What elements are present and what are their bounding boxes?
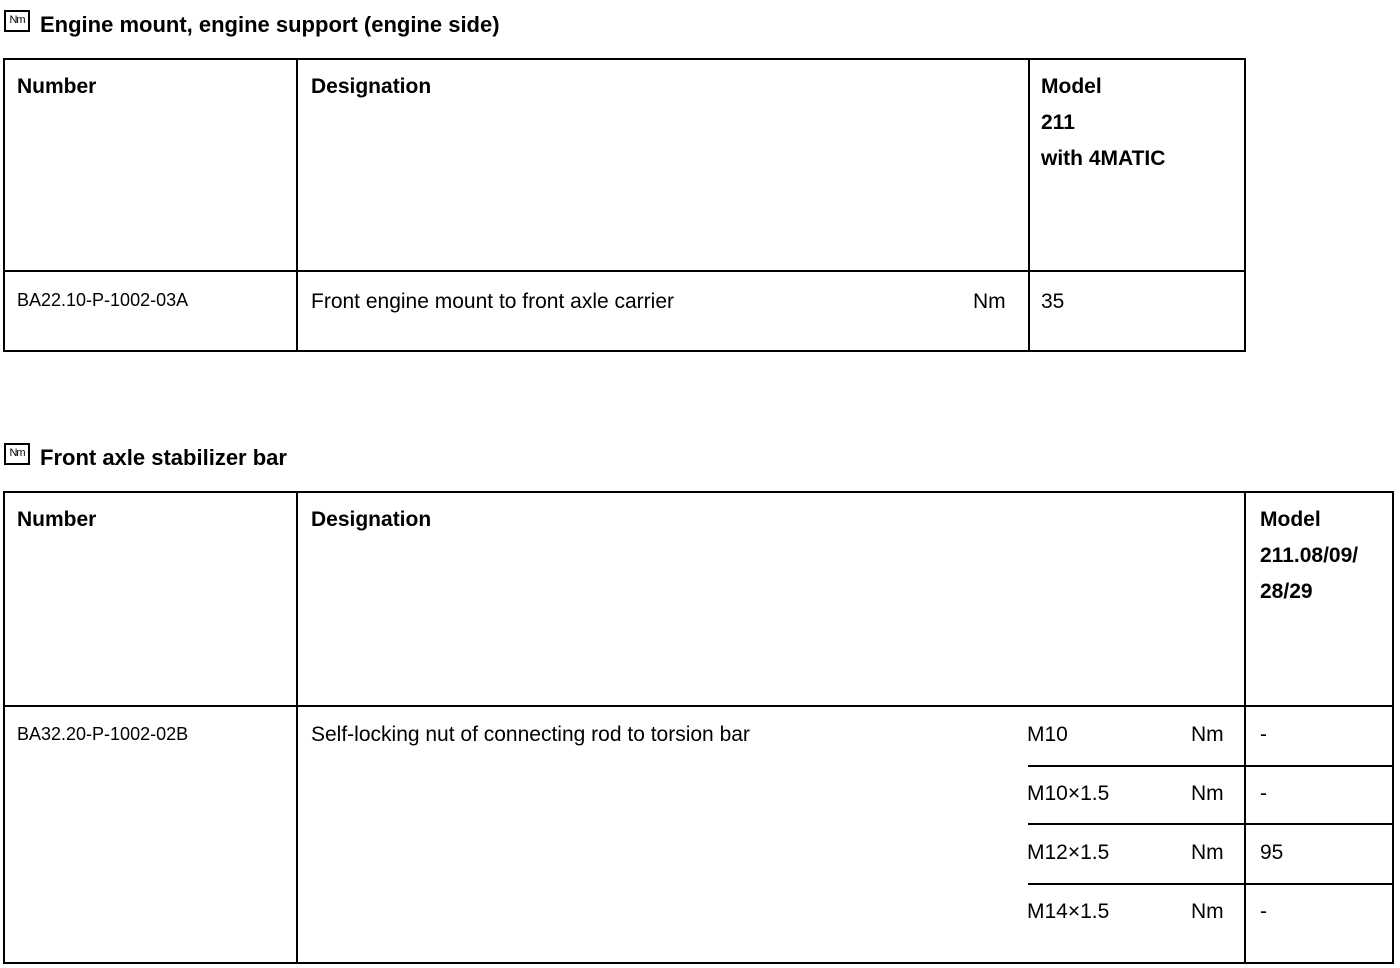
spec-thread: M14×1.5 — [1027, 900, 1110, 923]
section2-heading — [4, 443, 287, 473]
row-value: 35 — [1041, 290, 1065, 313]
header-number: Number — [17, 508, 97, 531]
spec-unit: Nm — [1191, 782, 1224, 805]
row-designation: Front engine mount to front axle carrier — [311, 290, 675, 313]
stabilizer-bar-table — [3, 491, 1394, 964]
spec-value: - — [1260, 723, 1267, 746]
section2-title: Front axle stabilizer bar — [40, 445, 287, 470]
header-designation: Designation — [311, 508, 432, 531]
section1-title: Engine mount, engine support (engine side) — [40, 12, 500, 37]
header-model-number: 211 — [1041, 111, 1075, 134]
spec-unit: Nm — [1191, 900, 1224, 923]
torque-nm-icon: Nm — [4, 443, 30, 465]
spec-thread: M12×1.5 — [1027, 841, 1110, 864]
spec-value: - — [1260, 900, 1267, 923]
spec-value: - — [1260, 782, 1267, 805]
spec-thread: M10×1.5 — [1027, 782, 1110, 805]
header-model-number: 211.08/09/ — [1260, 544, 1359, 567]
spec-unit: Nm — [1191, 723, 1224, 746]
row-designation: Self-locking nut of connecting rod to torsion bar — [311, 723, 750, 746]
row-number: BA22.10-P-1002-03A — [17, 290, 189, 310]
header-number: Number — [17, 75, 97, 98]
header-model-variant: with 4MATIC — [1041, 147, 1166, 170]
header-model: Model — [1041, 75, 1102, 98]
row-unit: Nm — [973, 290, 1006, 313]
engine-mount-table — [3, 58, 1246, 352]
header-model-variant: 28/29 — [1260, 580, 1313, 603]
spec-thread: M10 — [1027, 723, 1068, 746]
torque-nm-icon: Nm — [4, 10, 30, 32]
header-designation: Designation — [311, 75, 432, 98]
header-model: Model — [1260, 508, 1321, 531]
section1-heading — [4, 10, 500, 40]
row-number: BA32.20-P-1002-02B — [17, 724, 189, 744]
spec-value: 95 — [1260, 841, 1284, 864]
spec-unit: Nm — [1191, 841, 1224, 864]
